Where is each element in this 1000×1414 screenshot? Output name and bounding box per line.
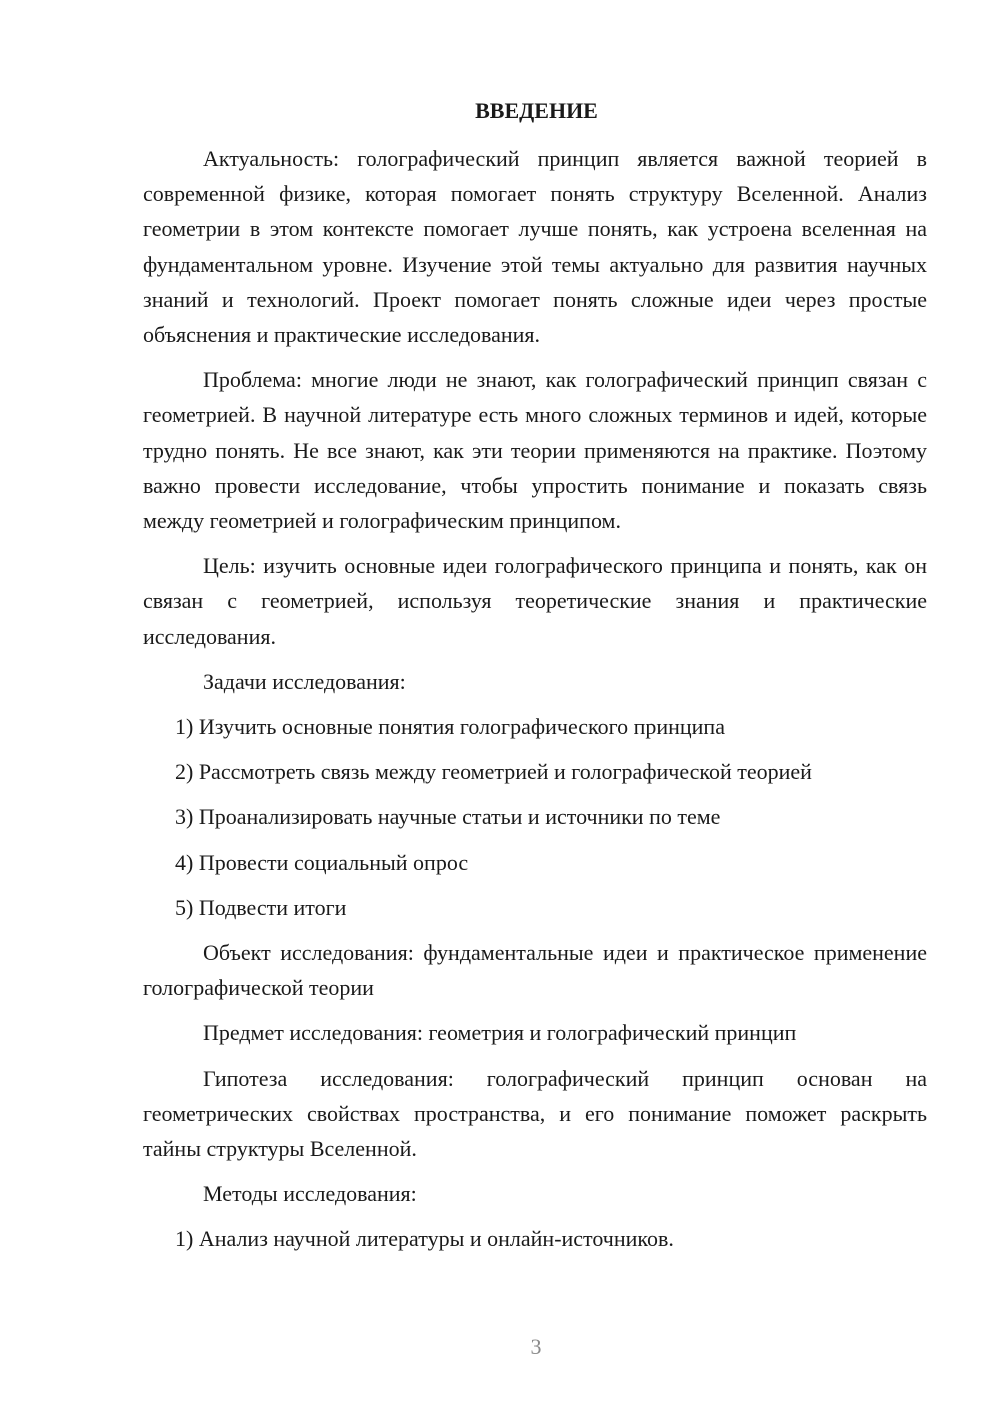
problem-paragraph: Проблема: многие люди не знают, как голографический принцип связан с геометрией. В научной литературе есть много сложных терминов и идей, которые трудно понять. Не все знают, как эти теории применяются на практике. Поэтому важно провести исследование, чтобы упростить понимание и показать связь между геометрией и голографическим принципом.: [143, 367, 927, 534]
method-item-1: 1) Анализ научной литературы и онлайн-источников.: [175, 1226, 674, 1252]
section-heading: ВВЕДЕНИЕ: [475, 98, 598, 123]
tasks-label: Задачи исследования:: [203, 668, 406, 694]
relevance-paragraph: Актуальность: голографический принцип является важной теорией в современной физике, которая помогает понять структуру Вселенной. Анализ геометрии в этом контексте помогает лучше понять, как устроена вселенная на фундаментальном уровне. Изучение этой темы актуально для развития научных знаний и технологий. Проект помогает понять сложные идеи через простые объяснения и практические исследования.: [143, 146, 927, 348]
task-item-2: 2) Рассмотреть связь между геометрией и голографической теорией: [175, 759, 812, 785]
object-paragraph: Объект исследования: фундаментальные идеи и практическое применение голографической теории: [143, 940, 927, 1001]
hypothesis-paragraph: Гипотеза исследования: голографический принцип основан на геометрических свойствах пространства, и его понимание поможет раскрыть тайны структуры Вселенной.: [143, 1065, 927, 1162]
task-item-5: 5) Подвести итоги: [175, 894, 347, 920]
task-item-1: 1) Изучить основные понятия голографического принципа: [175, 714, 725, 740]
task-item-3: 3) Проанализировать научные статьи и источники по теме: [175, 804, 721, 830]
page-content: [143, 94, 927, 1257]
subject-paragraph: Предмет исследования: геометрия и голографический принцип: [203, 1020, 797, 1046]
task-item-4: 4) Провести социальный опрос: [175, 849, 469, 875]
goal-paragraph: Цель: изучить основные идеи голографического принципа и понять, как он связан с геометрией, используя теоретические знания и практические исследования.: [143, 553, 927, 649]
methods-label: Методы исследования:: [203, 1181, 417, 1207]
page-number: 3: [530, 1334, 542, 1359]
